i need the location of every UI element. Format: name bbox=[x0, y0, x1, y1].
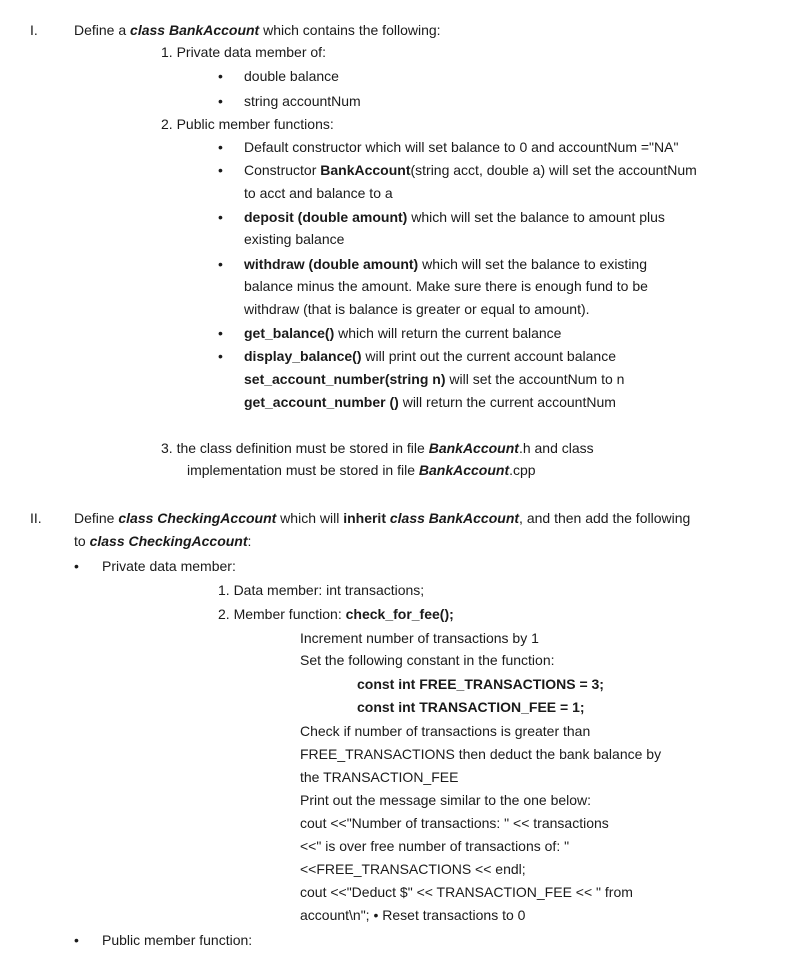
section-i-intro: Define a class BankAccount which contains the following: bbox=[74, 22, 441, 38]
bullet-icon: • bbox=[74, 558, 79, 574]
private-balance: double balance bbox=[244, 68, 339, 84]
pub-withdraw-cont1: balance minus the amount. Make sure there is enough fund to be bbox=[244, 278, 648, 294]
fee-line-9: cout <<"Number of transactions: " << transactions bbox=[300, 815, 609, 831]
fee-line-2: Set the following constant in the function: bbox=[300, 652, 555, 668]
fee-line-8: Print out the message similar to the one below: bbox=[300, 792, 592, 808]
pub-constructor: Constructor BankAccount(string acct, double a) will set the accountNum bbox=[244, 162, 697, 178]
pub-deposit-cont: existing balance bbox=[244, 231, 345, 247]
bullet-icon: • bbox=[218, 139, 223, 155]
fee-line-11: <<FREE_TRANSACTIONS << endl; bbox=[300, 861, 526, 877]
pub-deposit: deposit (double amount) which will set the balance to amount plus bbox=[244, 209, 665, 225]
public-member-function-label: Public member function: bbox=[102, 932, 253, 948]
roman-i: I. bbox=[30, 22, 38, 38]
pub-constructor-cont: to acct and balance to a bbox=[244, 185, 393, 201]
pub-default-constructor: Default constructor which will set balance to 0 and accountNum ="NA" bbox=[244, 139, 679, 155]
item-2-public: 2. Public member functions: bbox=[161, 116, 334, 132]
pub-withdraw-cont2: withdraw (that is balance is greater or equal to amount). bbox=[244, 301, 590, 317]
fee-line-10: <<" is over free number of transactions of: " bbox=[300, 838, 570, 854]
bullet-icon: • bbox=[218, 348, 223, 364]
pub-set-account-number: set_account_number(string n) will set the accountNum to n bbox=[244, 371, 625, 387]
bullet-icon: • bbox=[74, 932, 79, 948]
bullet-icon: • bbox=[218, 209, 223, 225]
section-ii-intro-cont: to class CheckingAccount: bbox=[74, 533, 252, 549]
fee-line-7: the TRANSACTION_FEE bbox=[300, 769, 459, 785]
pub-withdraw: withdraw (double amount) which will set the balance to existing bbox=[244, 256, 648, 272]
fee-line-5: Check if number of transactions is greater than bbox=[300, 723, 591, 739]
fee-line-1: Increment number of transactions by 1 bbox=[300, 630, 539, 646]
bullet-icon: • bbox=[218, 162, 223, 178]
item-3-files: 3. the class definition must be stored in file BankAccount.h and class bbox=[161, 440, 594, 456]
bullet-icon: • bbox=[218, 256, 223, 272]
bullet-icon: • bbox=[218, 93, 223, 109]
bullet-icon: • bbox=[218, 68, 223, 84]
member-function-check-fee: 2. Member function: check_for_fee(); bbox=[218, 606, 454, 622]
section-ii-intro: Define class CheckingAccount which will inherit class BankAccount, and then add the following bbox=[74, 510, 691, 526]
private-data-member-label: Private data member: bbox=[102, 558, 236, 574]
data-member-transactions: 1. Data member: int transactions; bbox=[218, 582, 425, 598]
const-free-transactions: const int FREE_TRANSACTIONS = 3; bbox=[357, 676, 604, 692]
private-accountnum: string accountNum bbox=[244, 93, 361, 109]
item-3-files-cont: implementation must be stored in file BankAccount.cpp bbox=[187, 462, 536, 478]
pub-get-account-number: get_account_number () will return the current accountNum bbox=[244, 394, 616, 410]
roman-ii: II. bbox=[30, 510, 42, 526]
fee-line-12: cout <<"Deduct $" << TRANSACTION_FEE << " from bbox=[300, 884, 633, 900]
item-1-private: 1. Private data member of: bbox=[161, 44, 326, 60]
const-transaction-fee: const int TRANSACTION_FEE = 1; bbox=[357, 699, 585, 715]
bullet-icon: • bbox=[218, 325, 223, 341]
pub-get-balance: get_balance() which will return the current balance bbox=[244, 325, 562, 341]
fee-line-13: account\n"; • Reset transactions to 0 bbox=[300, 907, 526, 923]
fee-line-6: FREE_TRANSACTIONS then deduct the bank balance by bbox=[300, 746, 662, 762]
pub-display-balance: display_balance() will print out the current account balance bbox=[244, 348, 616, 364]
